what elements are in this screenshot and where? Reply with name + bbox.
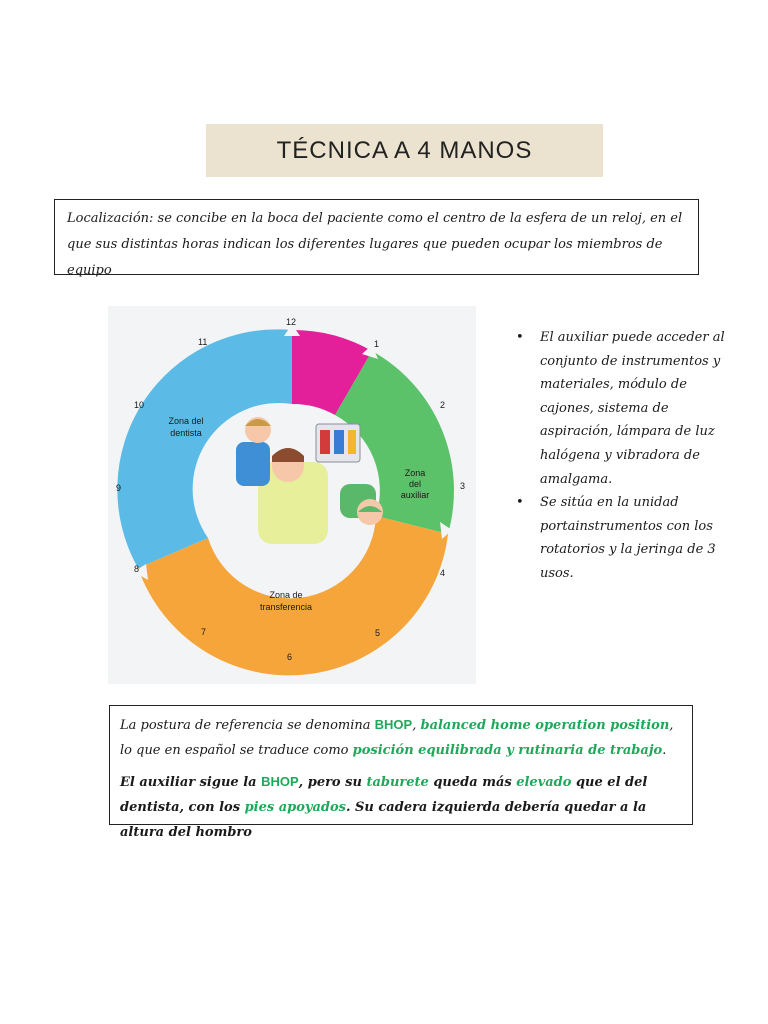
hour-5: 5 [375, 628, 381, 638]
zone-auxiliar-label-3: auxiliar [400, 490, 430, 500]
hour-3: 3 [460, 481, 466, 491]
posicion-term: posición equilibrada y rutinaria de trabajo [352, 743, 663, 758]
hour-7: 7 [201, 627, 207, 637]
text-run: , pero su [298, 775, 367, 790]
title-banner [206, 124, 603, 177]
page-title: TÉCNICA A 4 MANOS [276, 136, 533, 164]
zone-dentista-label-1: Zona del [168, 416, 204, 426]
clock-diagram-svg [108, 306, 476, 684]
taburete-term: taburete [366, 775, 429, 790]
text-run: , [412, 718, 421, 733]
bhop-paragraph-1 [120, 712, 682, 763]
balanced-term: balanced home operation position [420, 718, 670, 733]
bhop-paragraph-2 [120, 769, 682, 845]
hour-11: 11 [198, 337, 208, 347]
zone-transferencia-label-1: Zona de [269, 590, 303, 600]
zone-dentista-label-2: dentista [170, 428, 202, 438]
localizacion-text: Localización: se concibe en la boca del paciente como el centro de la esfera de un reloj, en el que sus distintas horas indican los diferentes lugares que pueden ocupar los miembros de equipo [67, 211, 683, 278]
hour-9: 9 [116, 483, 122, 493]
bullet-item: • El auxiliar puede acceder al conjunto de instrumentos y materiales, módulo de cajones, sistema de aspiración, lámpara de luz halógena y vibradora de amalgama. [516, 326, 726, 491]
bullet-list [516, 326, 726, 586]
zone-transferencia-label-2: transferencia [259, 602, 313, 612]
text-run: que el del dentista, con los [120, 775, 648, 815]
bhop-term: BHOP [261, 774, 299, 789]
text-run: El auxiliar sigue la [120, 775, 262, 790]
text-run: . [662, 743, 667, 758]
bhop-box [109, 705, 693, 840]
hour-2: 2 [440, 400, 446, 410]
clock-diagram [108, 306, 476, 684]
text-run: . Su cadera izquierda debería quedar a la altura del hombro [120, 800, 647, 840]
bhop-term: BHOP [374, 717, 413, 732]
hour-10: 10 [134, 400, 145, 410]
hour-12: 12 [286, 317, 297, 327]
zone-auxiliar-label-2: del [408, 479, 422, 489]
localizacion-box [54, 199, 699, 278]
hour-1: 1 [374, 339, 380, 349]
text-run: queda más [428, 775, 517, 790]
hour-6: 6 [287, 652, 293, 662]
text-run: La postura de referencia se denomina [120, 718, 375, 733]
zone-auxiliar-label-1: Zona [404, 468, 426, 478]
text-run: , lo que en español se traduce como [120, 718, 674, 758]
hour-8: 8 [134, 564, 140, 574]
bullet-item: • Se sitúa en la unidad portainstrumentos con los rotatorios y la jeringa de 3 usos. [516, 491, 726, 585]
pies-term: pies apoyados [244, 800, 346, 815]
hour-4: 4 [440, 568, 446, 578]
elevado-term: elevado [516, 775, 572, 790]
